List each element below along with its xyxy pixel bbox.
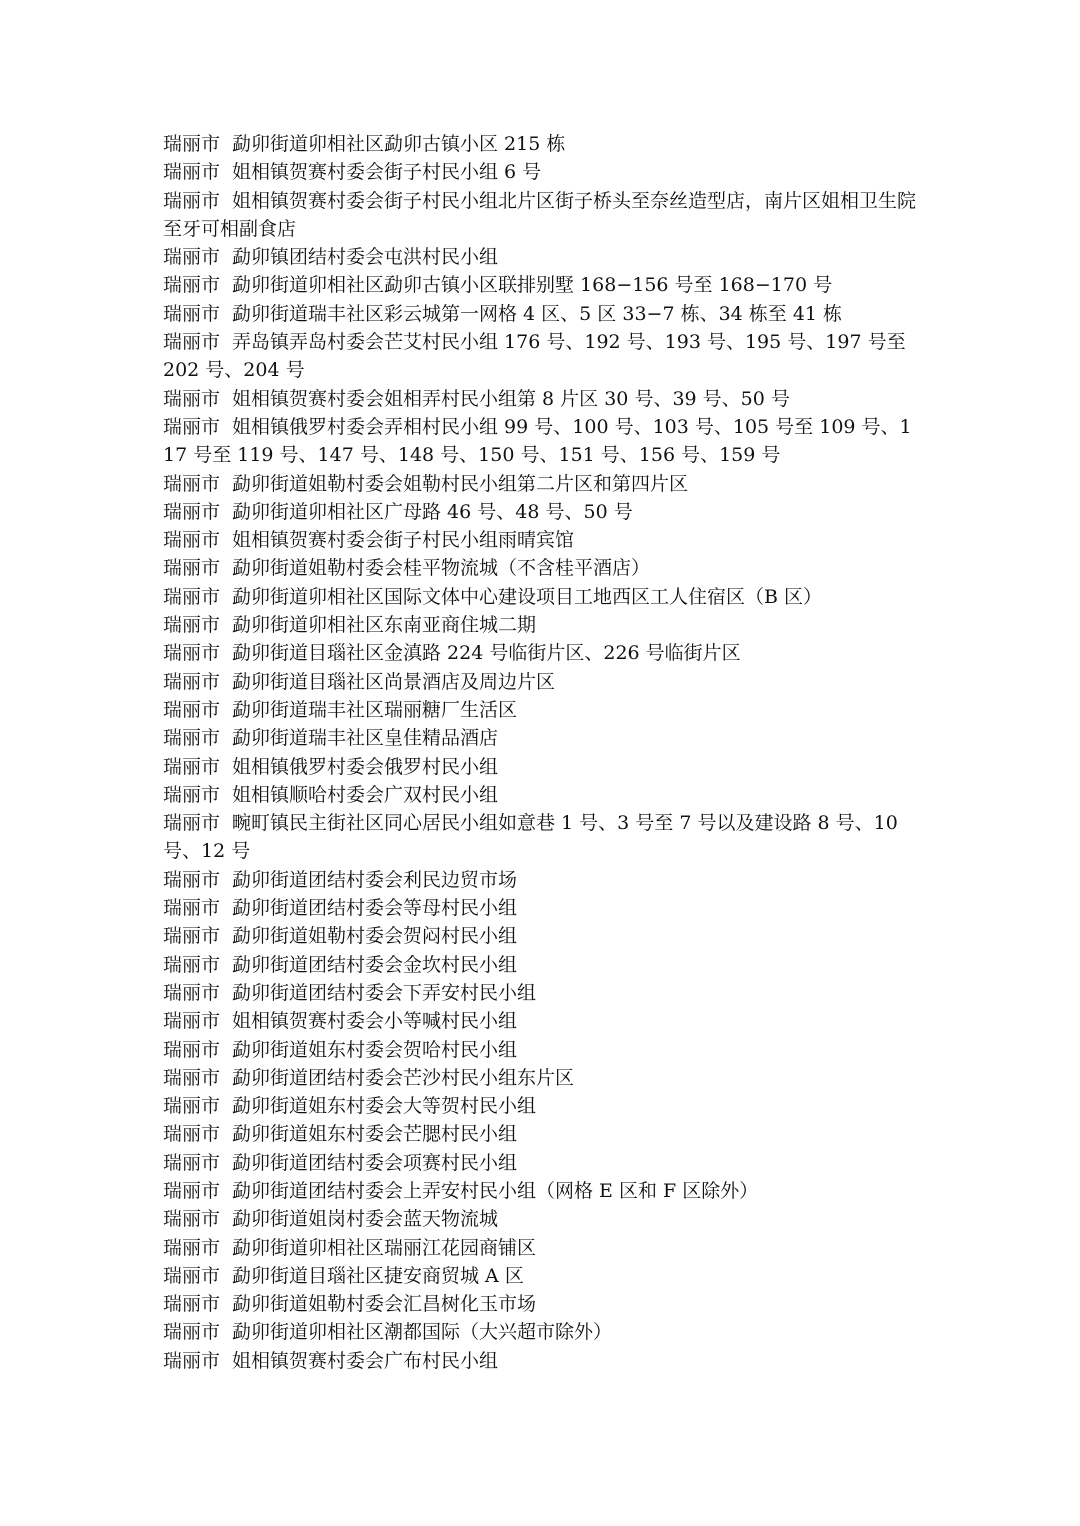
list-item xyxy=(163,1347,923,1375)
location-text: 勐卯街道姐东村委会贺哈村民小组 xyxy=(232,1038,518,1061)
address-list xyxy=(163,130,923,1375)
list-item xyxy=(163,271,923,299)
location-text: 勐卯街道瑞丰社区皇佳精品酒店 xyxy=(232,727,499,750)
location-text: 勐卯街道姐东村委会芒腮村民小组 xyxy=(232,1123,518,1146)
list-item xyxy=(163,696,923,724)
city-name: 瑞丽市 xyxy=(163,755,221,778)
city-name: 瑞丽市 xyxy=(163,925,221,948)
city-name: 瑞丽市 xyxy=(163,1321,221,1344)
location-text: 姐相镇贺赛村委会姐相弄村民小组第 8 片区 30 号、39 号、50 号 xyxy=(232,387,790,410)
city-name: 瑞丽市 xyxy=(163,189,221,212)
city-name: 瑞丽市 xyxy=(163,415,221,438)
city-name: 瑞丽市 xyxy=(163,557,221,580)
list-item xyxy=(163,158,923,186)
location-text: 姐相镇贺赛村委会广布村民小组 xyxy=(232,1349,499,1372)
list-item xyxy=(163,809,923,866)
city-name: 瑞丽市 xyxy=(163,614,221,637)
location-text: 勐卯街道姐岗村委会蓝天物流城 xyxy=(232,1208,499,1231)
list-item xyxy=(163,951,923,979)
location-text: 勐卯街道卯相社区国际文体中心建设项目工地西区工人住宿区（B 区） xyxy=(232,585,823,608)
city-name: 瑞丽市 xyxy=(163,1349,221,1372)
location-text: 勐卯街道团结村委会金坎村民小组 xyxy=(232,953,518,976)
city-name: 瑞丽市 xyxy=(163,529,221,552)
location-text: 勐卯街道团结村委会利民边贸市场 xyxy=(232,868,518,891)
list-item xyxy=(163,1120,923,1148)
city-name: 瑞丽市 xyxy=(163,585,221,608)
list-item xyxy=(163,724,923,752)
location-text: 姐相镇俄罗村委会弄相村民小组 99 号、100 号、103 号、105 号至 109 号、117 号至 119 号、147 号、148 号、150 号、151 号、156 号、159 号 xyxy=(163,415,912,467)
location-text: 勐卯街道目瑙社区捷安商贸城 A 区 xyxy=(232,1264,524,1287)
list-item xyxy=(163,498,923,526)
city-name: 瑞丽市 xyxy=(163,698,221,721)
location-text: 畹町镇民主街社区同心居民小组如意巷 1 号、3 号至 7 号以及建设路 8 号、10 号、12 号 xyxy=(163,812,898,863)
list-item xyxy=(163,413,923,470)
location-text: 勐卯街道卯相社区勐卯古镇小区联排别墅 168−156 号至 168−170 号 xyxy=(232,274,833,297)
list-item xyxy=(163,1007,923,1035)
location-text: 勐卯街道瑞丰社区瑞丽糖厂生活区 xyxy=(232,698,518,721)
location-text: 勐卯街道姐东村委会大等贺村民小组 xyxy=(232,1095,537,1118)
city-name: 瑞丽市 xyxy=(163,331,221,354)
city-name: 瑞丽市 xyxy=(163,1151,221,1174)
city-name: 瑞丽市 xyxy=(163,1293,221,1316)
location-text: 勐卯街道卯相社区广母路 46 号、48 号、50 号 xyxy=(232,500,633,523)
list-item xyxy=(163,922,923,950)
list-item xyxy=(163,894,923,922)
city-name: 瑞丽市 xyxy=(163,727,221,750)
list-item xyxy=(163,583,923,611)
city-name: 瑞丽市 xyxy=(163,1038,221,1061)
city-name: 瑞丽市 xyxy=(163,783,221,806)
city-name: 瑞丽市 xyxy=(163,953,221,976)
city-name: 瑞丽市 xyxy=(163,1095,221,1118)
city-name: 瑞丽市 xyxy=(163,133,221,155)
city-name: 瑞丽市 xyxy=(163,1264,221,1287)
location-text: 勐卯街道姐勒村委会桂平物流城（不含桂平酒店） xyxy=(232,557,651,580)
list-item xyxy=(163,243,923,271)
location-text: 勐卯街道姐勒村委会姐勒村民小组第二片区和第四片区 xyxy=(232,472,689,495)
city-name: 瑞丽市 xyxy=(163,246,221,269)
location-text: 勐卯街道卯相社区瑞丽江花园商铺区 xyxy=(232,1236,537,1259)
list-item xyxy=(163,1205,923,1233)
city-name: 瑞丽市 xyxy=(163,472,221,495)
location-text: 勐卯街道卯相社区勐卯古镇小区 215 栋 xyxy=(232,133,566,155)
location-text: 勐卯街道姐勒村委会汇昌树化玉市场 xyxy=(232,1293,537,1316)
city-name: 瑞丽市 xyxy=(163,868,221,891)
location-text: 勐卯街道卯相社区潮都国际（大兴超市除外） xyxy=(232,1321,613,1344)
city-name: 瑞丽市 xyxy=(163,812,221,835)
location-text: 姐相镇贺赛村委会小等喊村民小组 xyxy=(232,1010,518,1033)
city-name: 瑞丽市 xyxy=(163,897,221,920)
city-name: 瑞丽市 xyxy=(163,670,221,693)
list-item xyxy=(163,639,923,667)
list-item xyxy=(163,130,923,158)
list-item xyxy=(163,1290,923,1318)
location-text: 勐卯街道团结村委会下弄安村民小组 xyxy=(232,981,537,1004)
location-text: 姐相镇贺赛村委会街子村民小组雨晴宾馆 xyxy=(232,529,575,552)
location-text: 勐卯街道目瑙社区金滇路 224 号临街片区、226 号临街片区 xyxy=(232,642,741,665)
list-item xyxy=(163,328,923,385)
location-text: 勐卯街道团结村委会项赛村民小组 xyxy=(232,1151,518,1174)
list-item xyxy=(163,1177,923,1205)
list-item xyxy=(163,470,923,498)
list-item xyxy=(163,1092,923,1120)
list-item xyxy=(163,611,923,639)
city-name: 瑞丽市 xyxy=(163,387,221,410)
list-item xyxy=(163,187,923,244)
list-item xyxy=(163,385,923,413)
location-text: 姐相镇贺赛村委会街子村民小组 6 号 xyxy=(232,161,542,184)
city-name: 瑞丽市 xyxy=(163,500,221,523)
location-text: 弄岛镇弄岛村委会芒艾村民小组 176 号、192 号、193 号、195 号、197 号至 202 号、204 号 xyxy=(163,331,906,382)
list-item xyxy=(163,979,923,1007)
location-text: 姐相镇俄罗村委会俄罗村民小组 xyxy=(232,755,499,778)
city-name: 瑞丽市 xyxy=(163,1123,221,1146)
city-name: 瑞丽市 xyxy=(163,161,221,184)
list-item xyxy=(163,668,923,696)
location-text: 勐卯镇团结村委会屯洪村民小组 xyxy=(232,246,499,269)
list-item xyxy=(163,554,923,582)
city-name: 瑞丽市 xyxy=(163,274,221,297)
city-name: 瑞丽市 xyxy=(163,1179,221,1202)
city-name: 瑞丽市 xyxy=(163,1010,221,1033)
list-item xyxy=(163,1234,923,1262)
list-item xyxy=(163,781,923,809)
list-item xyxy=(163,1064,923,1092)
list-item xyxy=(163,1149,923,1177)
city-name: 瑞丽市 xyxy=(163,1066,221,1089)
location-text: 姐相镇贺赛村委会街子村民小组北片区街子桥头至奈丝造型店，南片区姐相卫生院至牙可相副食店 xyxy=(163,189,917,240)
city-name: 瑞丽市 xyxy=(163,1236,221,1259)
list-item xyxy=(163,526,923,554)
location-text: 勐卯街道团结村委会等母村民小组 xyxy=(232,897,518,920)
location-text: 勐卯街道卯相社区东南亚商住城二期 xyxy=(232,614,537,637)
city-name: 瑞丽市 xyxy=(163,642,221,665)
list-item xyxy=(163,753,923,781)
location-text: 勐卯街道目瑙社区尚景酒店及周边片区 xyxy=(232,670,556,693)
location-text: 勐卯街道团结村委会芒沙村民小组东片区 xyxy=(232,1066,575,1089)
list-item xyxy=(163,866,923,894)
location-text: 姐相镇顺哈村委会广双村民小组 xyxy=(232,783,499,806)
city-name: 瑞丽市 xyxy=(163,302,221,325)
list-item xyxy=(163,1036,923,1064)
list-item xyxy=(163,1262,923,1290)
location-text: 勐卯街道姐勒村委会贺闷村民小组 xyxy=(232,925,518,948)
location-text: 勐卯街道团结村委会上弄安村民小组（网格 E 区和 F 区除外） xyxy=(232,1179,759,1202)
location-text: 勐卯街道瑞丰社区彩云城第一网格 4 区、5 区 33−7 栋、34 栋至 41 栋 xyxy=(232,302,843,325)
city-name: 瑞丽市 xyxy=(163,1208,221,1231)
list-item xyxy=(163,300,923,328)
list-item xyxy=(163,1318,923,1346)
city-name: 瑞丽市 xyxy=(163,981,221,1004)
